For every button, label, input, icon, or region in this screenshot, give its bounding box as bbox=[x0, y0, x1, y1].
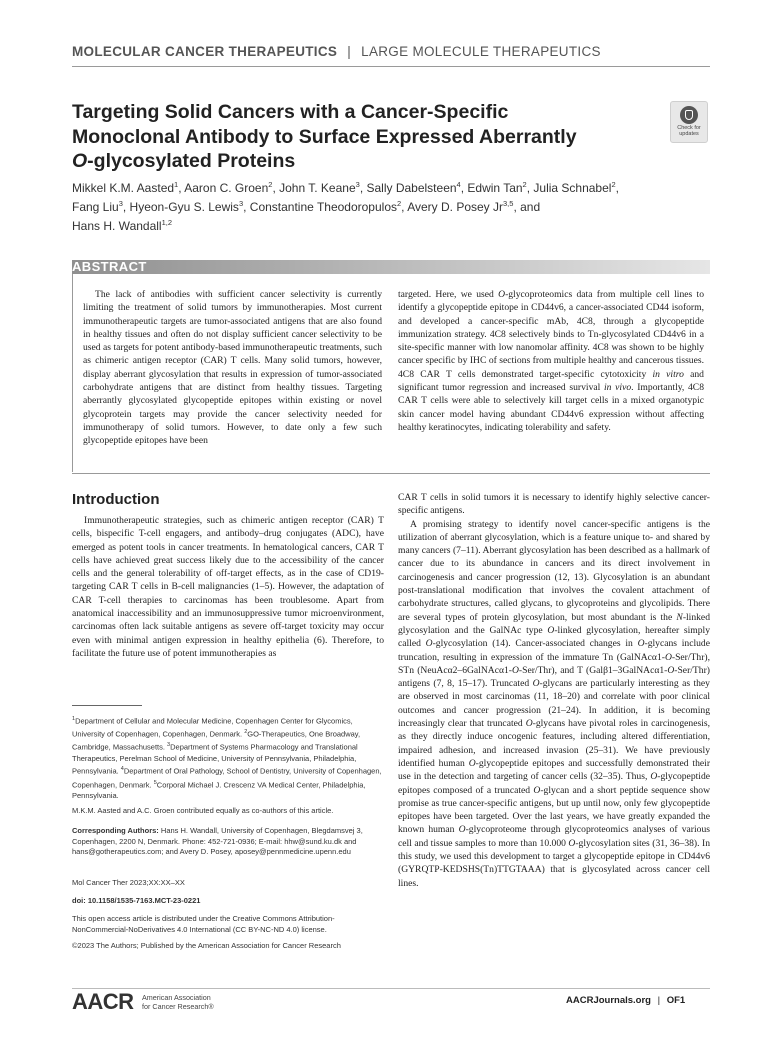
abstract-text-left: The lack of antibodies with sufficient cancer selectivity is currently limiting the treatment of solid tumors by immunotherapies. Most current immunotherapeutic targets are tumor-associated antigens that are also found in healthy tissues and often do not display sufficient cancer selectivity to be used as targets for potent antibody-based immunotherapeutic treatments, such as chimeric antigen receptor (CAR) T cells. Many solid tumors, however, display aberrant glycosylation that results in expression of tumor-associated carbohydrate antigens that are distinct from healthy tissues. Targeting aberrantly glycosylated glycopeptide epitopes within existing or novel glycoprotein targets may provide the cancer selectivity needed for immunotherapy of solid tumors. However, to date only a few such glycopeptide epitopes have been bbox=[83, 289, 382, 447]
corresponding-label: Corresponding Authors: bbox=[72, 826, 159, 835]
author-affiliation-mark: 4 bbox=[456, 180, 461, 189]
author-affiliation-mark: 2 bbox=[397, 199, 402, 208]
author-1 bbox=[72, 181, 178, 195]
footer-divider bbox=[72, 988, 710, 989]
author-name: Mikkel K.M. Aasted bbox=[72, 181, 175, 195]
author-affiliation-mark: 1,2 bbox=[161, 218, 173, 227]
author-affiliation-mark: 2 bbox=[268, 180, 273, 189]
footer-separator: | bbox=[657, 995, 661, 1006]
title-line-3 bbox=[72, 149, 652, 174]
author-10 bbox=[407, 200, 513, 214]
bookmark-icon bbox=[680, 106, 698, 124]
abstract-text-right: targeted. Here, we used O-glycoproteomics data from multiple cell lines to identify a glycopeptide epitope in CD44v6, a cancer-associated CD44 isoform, and developed a cancer-specific mAb, 4C8, through a glycopeptide immunization strategy. 4C8 selectively binds to Tn-glycosylated CD44v6 in a site-specific manner with low nanomolar affinity. 4C8 was shown to be highly cancer specific by IHC of sections from multiple healthy and cancerous tissues. 4C8 CAR T cells demonstrated target-specific cytotoxicity in vitro and significant tumor regression and increased survival in vivo. Importantly, 4C8 CAR T cells were able to selectively kill target cells in a mixed organotypic skin cancer model having abundant CD44v6 expression without affecting healthy keratinocytes, indicating tolerability and safety. bbox=[398, 289, 705, 433]
title-line-1: Targeting Solid Cancers with a Cancer-Specific bbox=[72, 101, 509, 123]
author-4 bbox=[366, 181, 460, 195]
corresponding-authors bbox=[72, 826, 384, 858]
intro-text-left: Immunotherapeutic strategies, such as chimeric antigen receptor (CAR) T cells, bispecific T-cell engagers, and antibody–drug conjugates (ADC), have emerged as potent tools in cancer treatments. In hematological cancers, CAR T cells have achieved great success likely due to the accessibility of the cancer cells and the general tolerability of off-target effects, as in the case of CD19-targeting CAR T cells in B-cell malignancies (1–5). However, the adaptation of CAR T-cell therapies to carcinomas has been troublesome. Apart from anatomical inaccessibility and an immunosuppressive tumor microenvironment, carcinomas often lack suitable antigens as severe off-target toxicity may occur even with minimal antigen expression in healthy epithelia (6). Therefore, to facilitate the future use of potent immunotherapies as bbox=[72, 515, 384, 659]
registered-mark: ® bbox=[208, 1002, 214, 1011]
author-11 bbox=[72, 219, 172, 233]
author-affiliation-mark: 3 bbox=[238, 199, 244, 208]
intro-right-para-2: A promising strategy to identify novel cancer-specific antigens is the utilization of aberrant glycosylation, which is a feature unique to- and shared by many cancers (7–11). Aberrant glycosylation has been described as a hallmark of cancer due to its abundance in cancers and its direct involvement in carcinogenesis and cancer progression (12, 13). Glycosylation is an abundant post-translational modification that involves the covalent attachment of carbohydrate structures, called glycans, to glycoproteins and glycolipids. There are several types of protein glycosylation, but most abundant is the N-linked glycosylation and the GalNAc type O-linked glycosylation, hereafter simply called O-glycosylation (14). Cancer-associated changes in O-glycans include truncation, resulting in expression of the immature Tn (GalNAcα1-O-Ser/Thr), STn (NeuAcα2–6GalNAcα1-O-Ser/Thr), and T (Galβ1–3GalNAcα1-O-Ser/Thr) antigens (7, 8, 15–17). Truncated O-glycans are particularly interesting as they are observed in most carcinomas (11, 18–20) and correlate with poor clinical outcomes and cancer progression (21–24). In addition, it is becoming increasingly clear that truncated O-glycans have pivotal roles in carcinogenesis, as they directly induce oncogenic features, including altered differentiation, impaired adhesion, and increased invasion (25–31). We have previously identified human O-glycopeptide epitopes and successfully demonstrated their use in the detection and targeting of cancer cells (32–35). Thus, O-glycopeptide epitopes composed of a truncated O-glycan and a short peptide sequence show promise as true cancer-specific antigens, but up until now, only few glycopeptide epitopes have been targeted. Over the last years, we have greatly expanded the known human O-glycoproteome through glycoproteomics analyses of various cell and tissue samples to more than 10.000 O-glycosylation sites (31, 36–38). In this study, we used this development to target a glycopeptide epitope in CD44v6 (GYRQTP-KEDSHS(Tn)TTGTAAA) that is glycosylated across cancer cell lines. bbox=[398, 518, 711, 889]
org-line-2-text: for Cancer Research bbox=[142, 1002, 209, 1011]
article-title bbox=[72, 100, 652, 174]
author-affiliation-mark: 3 bbox=[355, 180, 360, 189]
aacr-full-name bbox=[142, 993, 232, 1011]
author-name: John T. Keane bbox=[279, 181, 356, 195]
author-7 bbox=[72, 200, 123, 214]
abstract-bottom-rule bbox=[72, 473, 710, 474]
section-name: LARGE MOLECULE THERAPEUTICS bbox=[361, 44, 601, 59]
author-name: Sally Dabelsteen bbox=[366, 181, 457, 195]
author-name: Julia Schnabel bbox=[533, 181, 612, 195]
intro-right-para-1: CAR T cells in solid tumors it is necessary to identify highly selective cancer-specific antigens. bbox=[398, 492, 710, 517]
title-line-2: Monoclonal Antibody to Surface Expressed Aberrantly bbox=[72, 125, 577, 148]
author-8 bbox=[130, 200, 244, 214]
org-line-2 bbox=[142, 1002, 232, 1011]
author-name: Edwin Tan bbox=[467, 181, 523, 195]
abstract-box bbox=[72, 274, 710, 474]
title-line-3-rest: -glycosylated Proteins bbox=[87, 150, 296, 172]
author-affiliation-mark: 3 bbox=[118, 199, 123, 208]
author-affiliation-mark: 3,5 bbox=[503, 199, 514, 208]
copyright-note: ©2023 The Authors; Published by the American Association for Cancer Research bbox=[72, 941, 341, 950]
intro-text-right bbox=[398, 491, 710, 890]
author-2 bbox=[184, 181, 272, 195]
journal-name: MOLECULAR CANCER THERAPEUTICS bbox=[72, 44, 338, 59]
doi bbox=[72, 896, 384, 907]
running-header bbox=[72, 44, 601, 59]
footer-journal bbox=[566, 995, 685, 1006]
author-name: Fang Liu bbox=[72, 200, 119, 214]
author-name: Hyeon-Gyu S. Lewis bbox=[129, 200, 239, 214]
abstract-heading-bar bbox=[72, 260, 710, 274]
abstract-heading: ABSTRACT bbox=[72, 259, 147, 274]
check-for-updates-badge[interactable] bbox=[670, 101, 708, 143]
author-3 bbox=[279, 181, 360, 195]
abstract-left-rule bbox=[72, 274, 73, 472]
author-6 bbox=[533, 181, 615, 195]
page-number: OF1 bbox=[666, 995, 686, 1006]
author-name: Aaron C. Groen bbox=[184, 181, 269, 195]
author-affiliation-mark: 1 bbox=[174, 180, 179, 189]
affiliations: $^1$Department of Cellular and Molecular Medicine, Copenhagen Center for Glycomics, University of Copenhagen, Copenhagen, Denmark. $^2$GO-Therapeutics, One Broadway, Cambridge, Massachusetts. $^3$Department of Systems Pharmacology and Translational Therapeutics, Perelman School of Medicine, University of Pennsylvania, Philadelphia, Pennsylvania. $^4$Department of Oral Pathology, School of Dentistry, University of Copenhagen, Copenhagen, Denmark. $^5$Corporal Michael J. Crescenz VA Medical Center, Philadelphia, Pennsylvania. bbox=[72, 716, 382, 800]
author-affiliation-mark: 2 bbox=[611, 180, 616, 189]
footnote-divider bbox=[72, 705, 142, 706]
header-divider bbox=[72, 66, 710, 67]
org-line-1: American Association bbox=[142, 993, 211, 1002]
author-name: Constantine Theodoropulos bbox=[249, 200, 397, 214]
author-affiliation-mark: 2 bbox=[522, 180, 527, 189]
author-name: Hans H. Wandall bbox=[72, 219, 162, 233]
doi-label: doi: bbox=[72, 896, 86, 905]
journal-site-link[interactable]: AACRJournals.org bbox=[566, 995, 651, 1006]
author-5 bbox=[467, 181, 526, 195]
citation: Mol Cancer Ther 2023;XX:XX–XX bbox=[72, 878, 185, 887]
license-note: This open access article is distributed under the Creative Commons Attribution-NonCommercial-NoDerivatives 4.0 International (CC BY-NC-ND 4.0) license. bbox=[72, 914, 335, 934]
author-name: Avery D. Posey Jr bbox=[407, 200, 503, 214]
title-italic-o: O bbox=[72, 150, 88, 172]
doi-link[interactable]: 10.1158/1535-7163.MCT-23-0221 bbox=[87, 896, 201, 905]
badge-label: Check for updates bbox=[677, 125, 701, 137]
header-separator: | bbox=[347, 44, 352, 59]
corresponding-text: Hans H. Wandall, University of Copenhagen, Blegdamsvej 3, Copenhagen, 2200 N, Denmark. Phone: 452-721-0936; E-mail: hhw@sund.ku.dk and hans@gotherapeutics.com; and Avery D. Posey, aposey@pennmedicine.upenn.edu bbox=[72, 826, 363, 857]
aacr-logo: AACR bbox=[72, 989, 134, 1014]
author-list: Mikkel K.M. Aasted$^1$, Aaron C. Groen$^2$, John T. Keane$^3$, Sally Dabelsteen$^4$, Edwin Tan$^2$, Julia Schnabel$^2$, Fang Liu$^3$, Hyeon-Gyu S. Lewis$^3$, Constantine Theodoropulos$^2$, Avery D. Posey Jr$^{3,5}$, and Hans H. Wandall$^{1,2}$ bbox=[72, 180, 619, 233]
equal-contribution-note: M.K.M. Aasted and A.C. Groen contributed equally as co-authors of this article. bbox=[72, 806, 334, 815]
introduction-heading: Introduction bbox=[72, 491, 160, 508]
author-9 bbox=[250, 200, 401, 214]
